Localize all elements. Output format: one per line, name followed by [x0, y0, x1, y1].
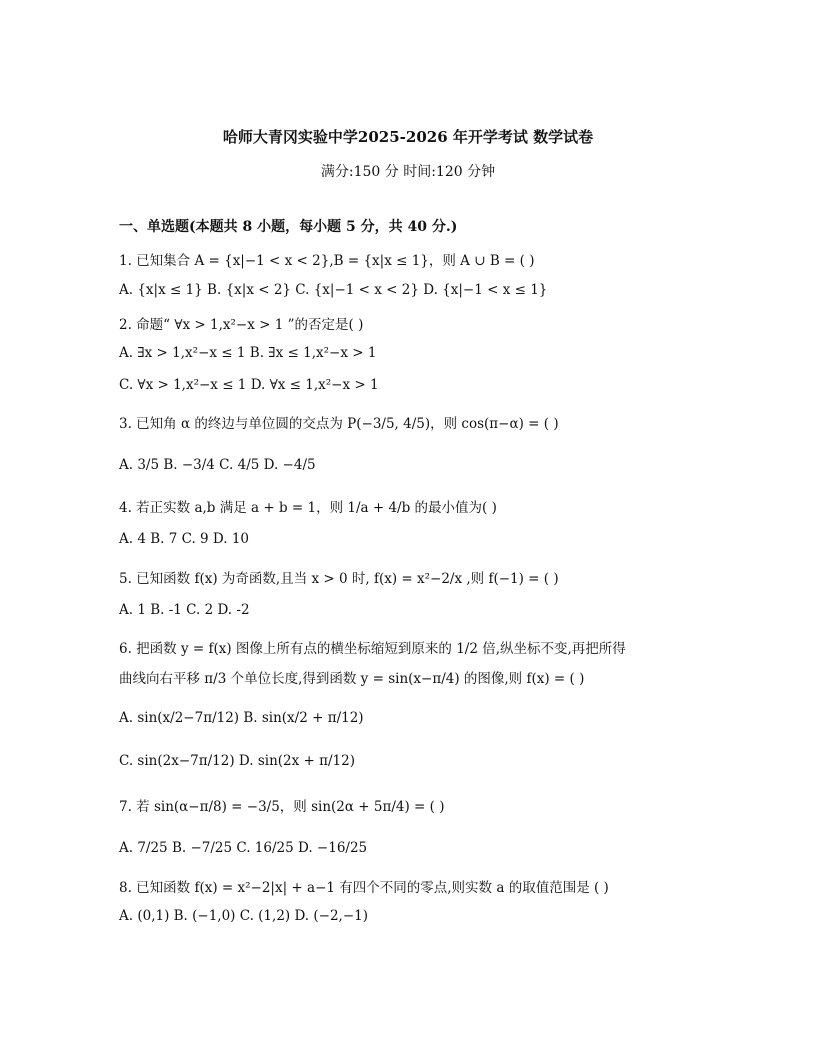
exam-subtitle: 满分:150 分 时间:120 分钟: [320, 164, 496, 180]
q6-stem-line2: 曲线向右平移 π/3 个单位长度,得到函数 y = sin(x−π/4) 的图像,则 f(x) = ( ): [119, 671, 585, 687]
q3-stem: 3. 已知角 α 的终边与单位圆的交点为 P(−3/5, 4/5)，则 cos(π−α) = ( ): [119, 416, 559, 432]
q6-options-ab: A. sin(x/2−7π/12) B. sin(x/2 + π/12): [119, 710, 364, 726]
q8-stem: 8. 已知函数 f(x) = x²−2|x| + a−1 有四个不同的零点,则实数 a 的取值范围是 ( ): [119, 880, 609, 896]
q1-options: A. {x|x ≤ 1} B. {x|x < 2} C. {x|−1 < x < 2} D. {x|−1 < x ≤ 1}: [119, 282, 548, 298]
q2-options-cd: C. ∀x > 1,x²−x ≤ 1 D. ∀x ≤ 1,x²−x > 1: [119, 377, 379, 393]
exam-title: 哈师大青冈实验中学2025-2026 年开学考试 数学试卷: [222, 128, 594, 146]
q7-stem: 7. 若 sin(α−π/8) = −3/5，则 sin(2α + 5π/4) = ( ): [119, 799, 445, 815]
q4-stem: 4. 若正实数 a,b 满足 a + b = 1，则 1/a + 4/b 的最小值为( ): [119, 500, 497, 516]
q5-stem: 5. 已知函数 f(x) 为奇函数,且当 x > 0 时, f(x) = x²−2/x ,则 f(−1) = ( ): [119, 571, 559, 587]
q5-options: A. 1 B. -1 C. 2 D. -2: [119, 602, 250, 618]
section-heading: 一、单选题(本题共 8 小题，每小题 5 分，共 40 分.): [119, 219, 458, 235]
q6-stem-line1: 6. 把函数 y = f(x) 图像上所有点的横坐标缩短到原来的 1/2 倍,纵坐标不变,再把所得: [119, 641, 626, 657]
q1-stem: 1. 已知集合 A = {x|−1 < x < 2},B = {x|x ≤ 1}，则 A ∪ B = ( ): [119, 253, 535, 269]
q2-options-ab: A. ∃x > 1,x²−x ≤ 1 B. ∃x ≤ 1,x²−x > 1: [119, 345, 377, 361]
q6-options-cd: C. sin(2x−7π/12) D. sin(2x + π/12): [119, 753, 355, 769]
q7-options: A. 7/25 B. −7/25 C. 16/25 D. −16/25: [119, 840, 368, 856]
q2-stem: 2. 命题“ ∀x > 1,x²−x > 1 ”的否定是( ): [119, 317, 364, 333]
q3-options: A. 3/5 B. −3/4 C. 4/5 D. −4/5: [119, 457, 316, 473]
q4-options: A. 4 B. 7 C. 9 D. 10: [119, 531, 250, 547]
q8-options: A. (0,1) B. (−1,0) C. (1,2) D. (−2,−1): [119, 908, 369, 924]
